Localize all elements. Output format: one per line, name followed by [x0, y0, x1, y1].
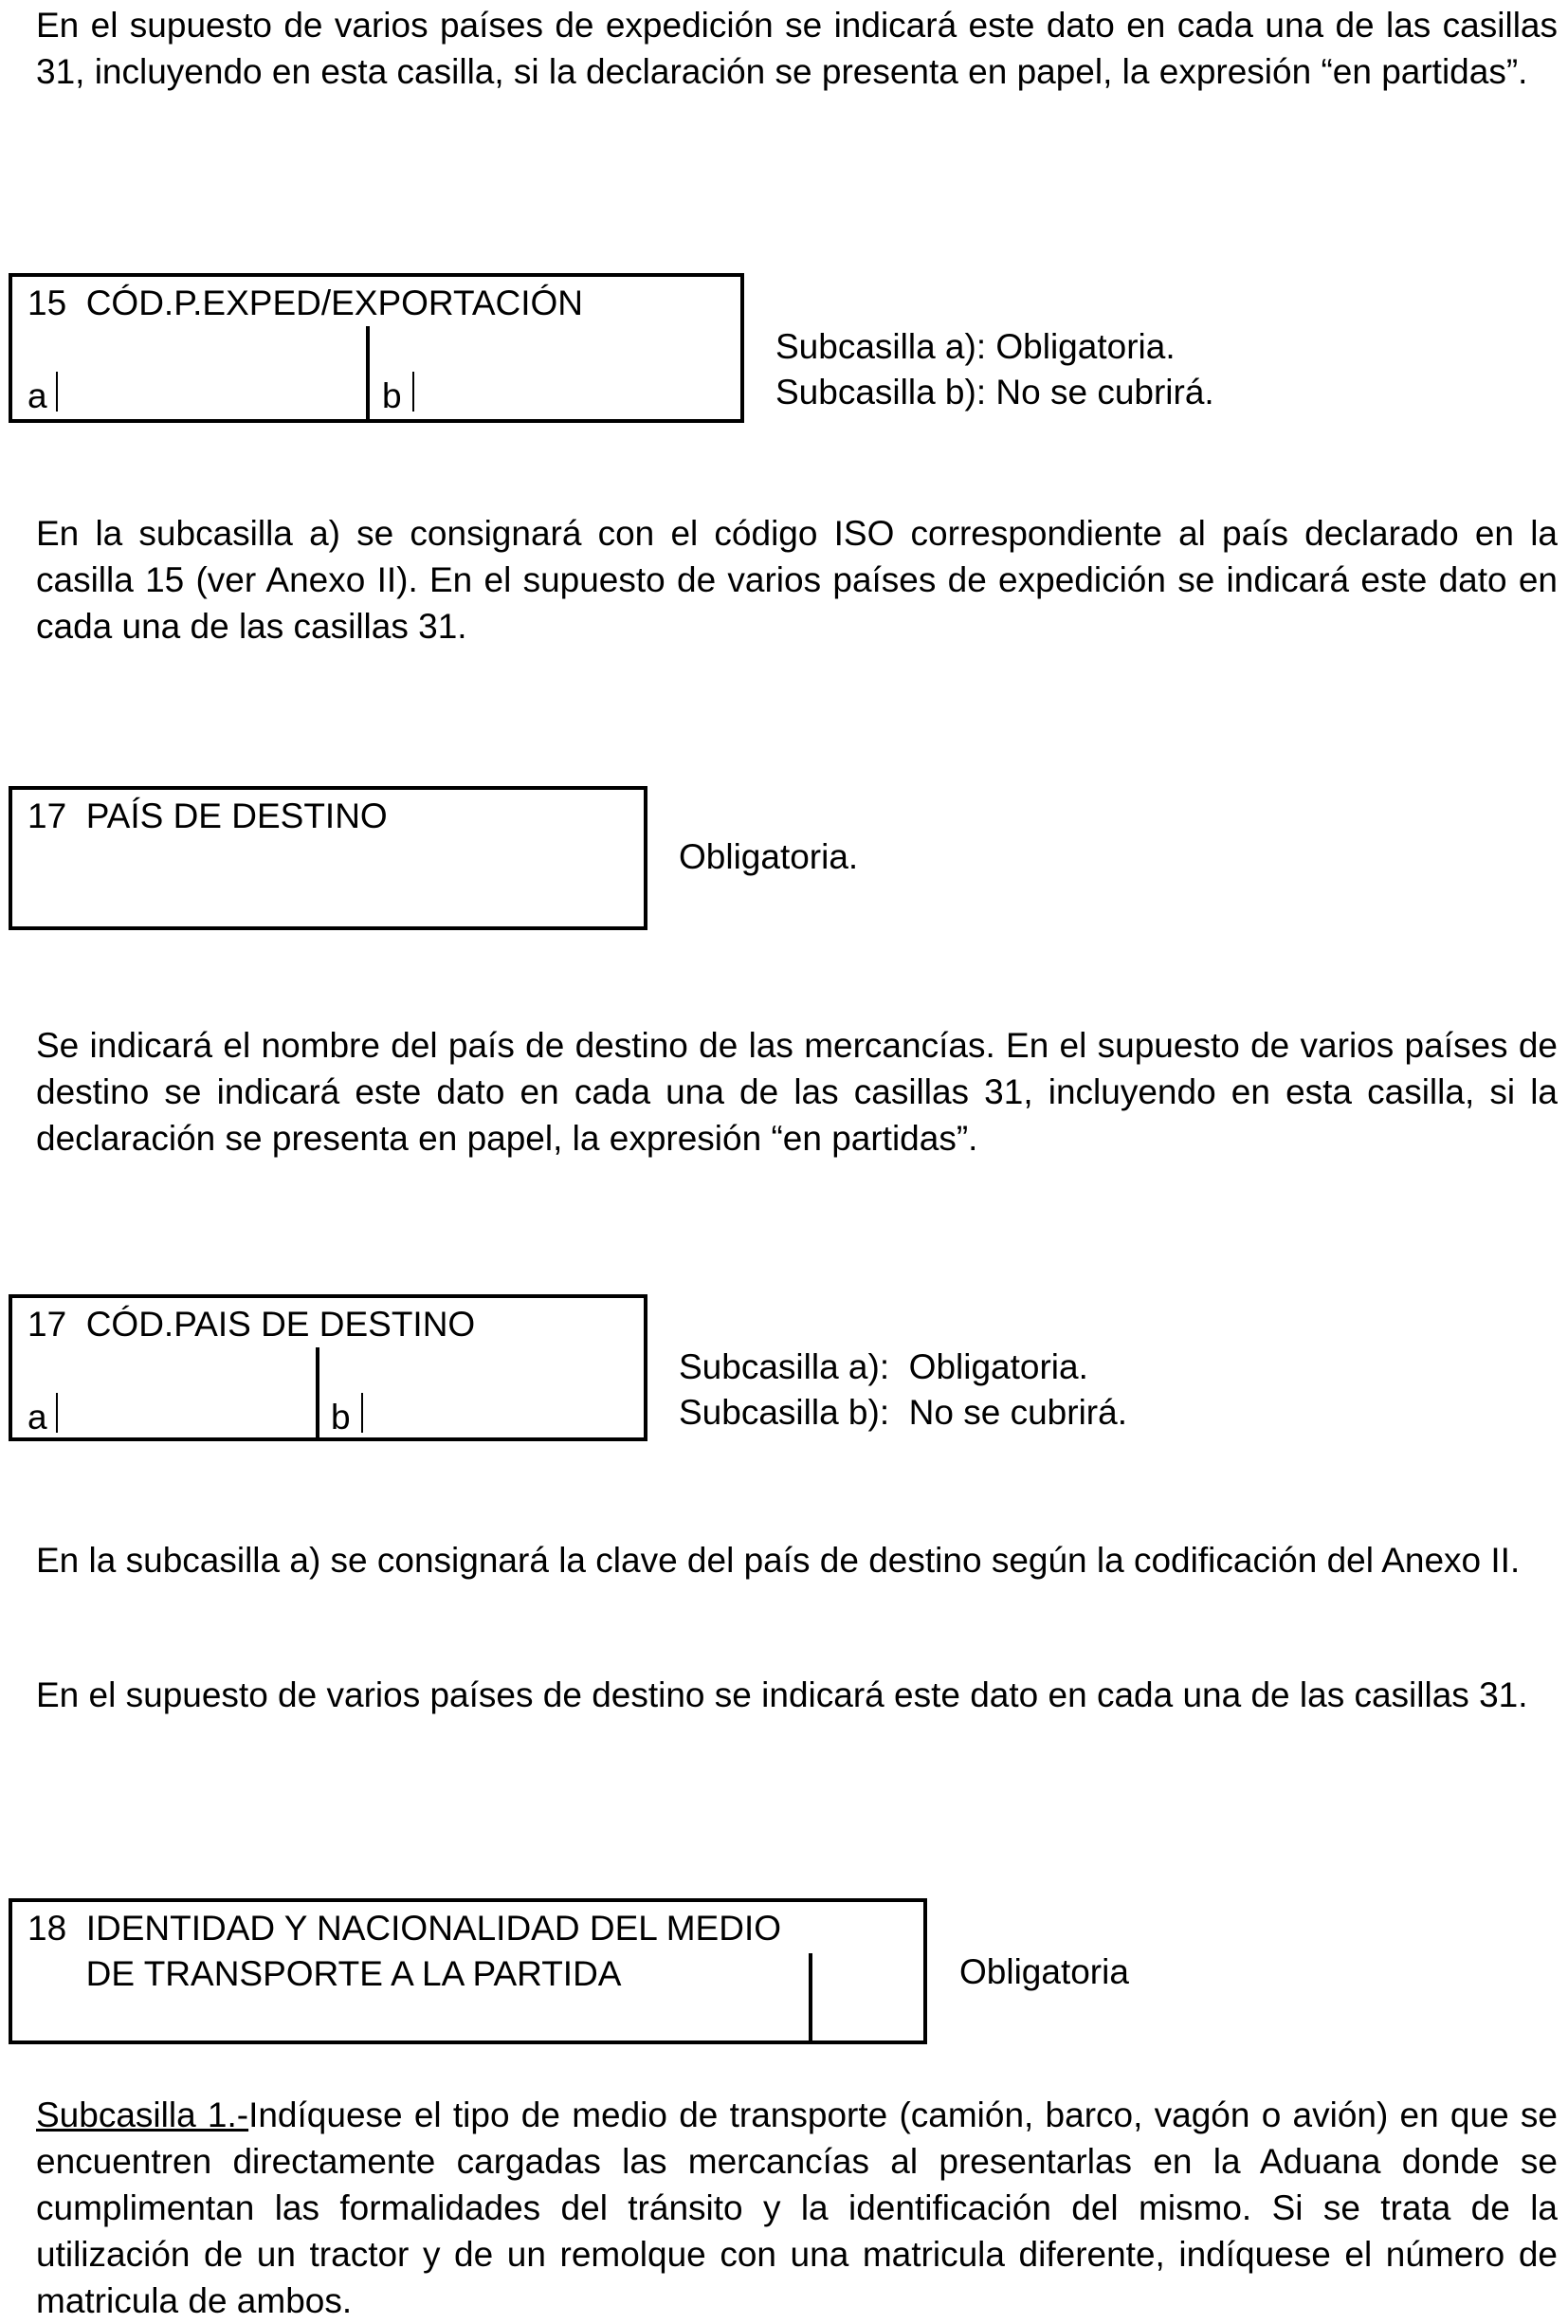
- box-17-cod-subcasilla-b-label: b: [331, 1398, 351, 1436]
- box-17-cod-note-a: Subcasilla a): Obligatoria.: [679, 1347, 1088, 1386]
- box-18-medio-transporte: [9, 1898, 927, 2044]
- box-15-divider: [366, 326, 370, 423]
- box-17-cod-divider: [316, 1347, 319, 1441]
- box-17-pais-destino: [9, 786, 647, 930]
- box-17-cod-subcasilla-b-field: [361, 1393, 363, 1433]
- subcasilla-1-label: Subcasilla 1.-: [36, 2095, 249, 2134]
- box-17-cod-subcasilla-a-label: a: [27, 1398, 47, 1436]
- box-17-cod-title: 17 CÓD.PAIS DE DESTINO: [27, 1305, 476, 1344]
- box-17-cod-subcasilla-a-field: [56, 1393, 58, 1433]
- box-17-note: Obligatoria.: [679, 837, 859, 876]
- paragraph-box-15-instructions: En la subcasilla a) se consignará con el código ISO correspondiente al país declarado en la casilla 15 (ver Anexo II). En el supuesto de varios países de expedición se indicará este dato en cada una de las casillas 31.: [36, 514, 1558, 646]
- box-18-title-line-1: 18 IDENTIDAD Y NACIONALIDAD DEL MEDIO: [27, 1909, 782, 1948]
- subcasilla-1-text: Indíquese el tipo de medio de transporte (camión, barco, vagón o avión) en que se encuentren directamente cargadas las mercancías al presentarlas en la Aduana donde se cumplimentan las formalidades del tránsito y la identificación del mismo. Si se trata de la utilización de un tractor y de un remolque con una matricula diferente, indíquese el número de matricula de ambos.: [36, 2095, 1558, 2320]
- paragraph-box-17-instructions: Se indicará el nombre del país de destino de las mercancías. En el supuesto de varios países de destino se indicará este dato en cada una de las casillas 31, incluyendo en esta casilla, si la declaración se presenta en papel, la expresión “en partidas”.: [36, 1026, 1558, 1158]
- paragraph-box-17-cod-instructions: En la subcasilla a) se consignará la clave del país de destino según la codificación del Anexo II.: [36, 1541, 1521, 1580]
- paragraph-subcasilla-1: [36, 2092, 1558, 2324]
- paragraph-destination-multiple: En el supuesto de varios países de destino se indicará este dato en cada una de las casillas 31.: [36, 1675, 1528, 1714]
- box-17-cod-pais-destino: [9, 1294, 647, 1441]
- box-15-subcasilla-b-label: b: [382, 376, 402, 415]
- box-17-title: 17 PAÍS DE DESTINO: [27, 796, 388, 835]
- box-15-note-a: Subcasilla a): Obligatoria.: [775, 327, 1176, 366]
- box-15-note-b: Subcasilla b): No se cubrirá.: [775, 373, 1214, 412]
- box-15-subcasilla-a-label: a: [27, 376, 47, 415]
- box-18-divider: [809, 1953, 812, 2044]
- box-15-title: 15 CÓD.P.EXPED/EXPORTACIÓN: [27, 284, 584, 322]
- box-15-subcasilla-a-field: [56, 372, 58, 412]
- box-17-cod-note-b: Subcasilla b): No se cubrirá.: [679, 1393, 1127, 1432]
- box-18-note: Obligatoria: [959, 1952, 1129, 1991]
- paragraph-expedition-multiple: En el supuesto de varios países de expedición se indicará este dato en cada una de las casillas 31, incluyendo en esta casilla, si la declaración se presenta en papel, la expresión “en partidas”.: [36, 6, 1558, 91]
- box-15-subcasilla-b-field: [412, 372, 414, 412]
- box-18-title-line-2: DE TRANSPORTE A LA PARTIDA: [27, 1954, 622, 1993]
- box-15-cod-pais-expedicion: [9, 273, 744, 423]
